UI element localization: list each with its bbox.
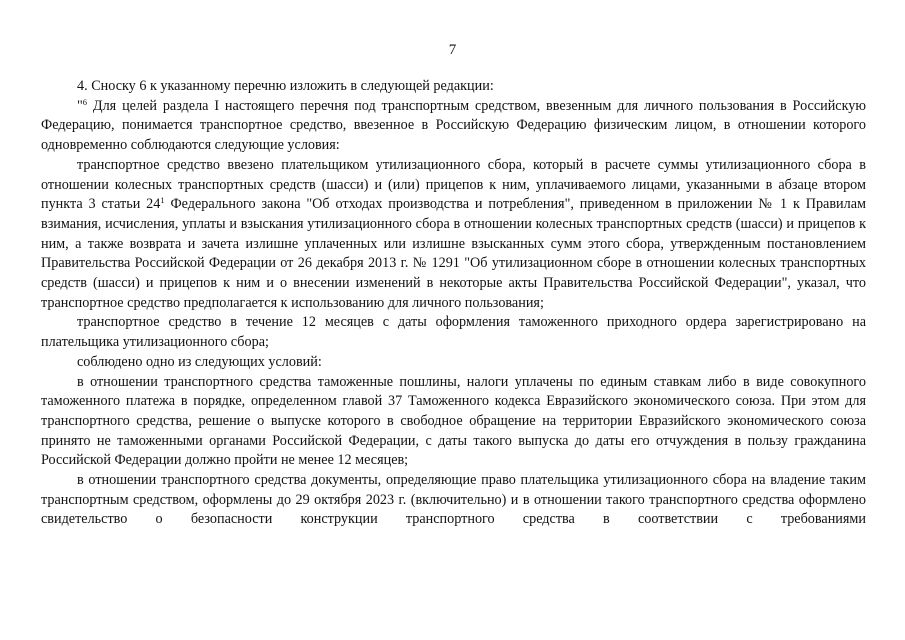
article-superscript: 1 — [160, 195, 165, 206]
opening-quote: " — [77, 97, 83, 114]
paragraph-condition-one-of: соблюдено одно из следующих условий: — [77, 353, 322, 370]
footnote-definition-text: Для целей раздела I настоящего перечня под транспортным средством, ввезенным для личного пользования в Российскую Федерацию, понимается транспортное средство, ввезенное в Российскую Федерацию физическим лицом, в отношении которого одновременно соблюдаются следующие условия: — [41, 97, 866, 154]
condition-payer-text-end: Федерального закона "Об отходах производства и потребления", приведенном в приложении № 1 к Правилам взимания, исчисления, уплаты и взыскания утилизационного сбора в отношении колесных транспортных средств (шасси) и прицепов к ним, а также возврата и зачета излишне уплаченных или излишне взысканных сумм этого сбора, утвержденным постановлением Правительства Российской Федерации от 26 декабря 2013 г. № 1291 "Об утилизационном сборе в отношении колесных транспортных средств (шасси) и прицепов к ним и о внесении изменений в некоторые акты Правительства Российской Федерации", указал, что транспортное средство предполагается к использованию для личного пользования; — [41, 196, 866, 311]
footnote-mark: 6 — [82, 96, 88, 107]
paragraph-condition-ownership-documents: в отношении транспортного средства документы, определяющие право плательщика утилизационного сбора на владение таким транспортным средством, оформлены до 29 октября 2023 г. (включительно) и в отношении такого транспортного средства оформлено свидетельство о безопасности конструкции транспортного средства в соответствии с требованиями — [41, 472, 866, 528]
condition-payer-text-start: транспортное средство ввезено плательщиком утилизационного сбора, который в расчете суммы утилизационного сбора в отношении колесных транспортных средств (шасси) и (или) прицепов к ним, уплачиваемого лицами, указанными в абзаце втором пункта 3 статьи 24 — [41, 156, 866, 213]
paragraph-amendment-intro: 4. Сноску 6 к указанному перечню изложить в следующей редакции: — [77, 78, 494, 94]
page-number: 7 — [448, 42, 457, 58]
paragraph-condition-registration: транспортное средство в течение 12 месяцев с даты оформления таможенного приходного ордера зарегистрировано на плательщика утилизационного сбора; — [41, 314, 866, 351]
paragraph-condition-customs-duties: в отношении транспортного средства таможенные пошлины, налоги уплачены по единым ставкам либо в виде совокупного таможенного платежа в порядке, определенном главой 37 Таможенного кодекса Евразийского экономического союза. При этом для транспортного средства, решение о выпуске которого в свободное обращение на территории Евразийского экономического союза принято не таможенными органами Российской Федерации, с даты такого выпуска до даты его отчуждения в пользу гражданина Российской Федерации должно пройти не менее 12 месяцев; — [41, 373, 866, 469]
paragraph-condition-payer — [41, 156, 866, 314]
document-body — [41, 77, 866, 530]
paragraph-footnote-definition — [41, 97, 866, 156]
